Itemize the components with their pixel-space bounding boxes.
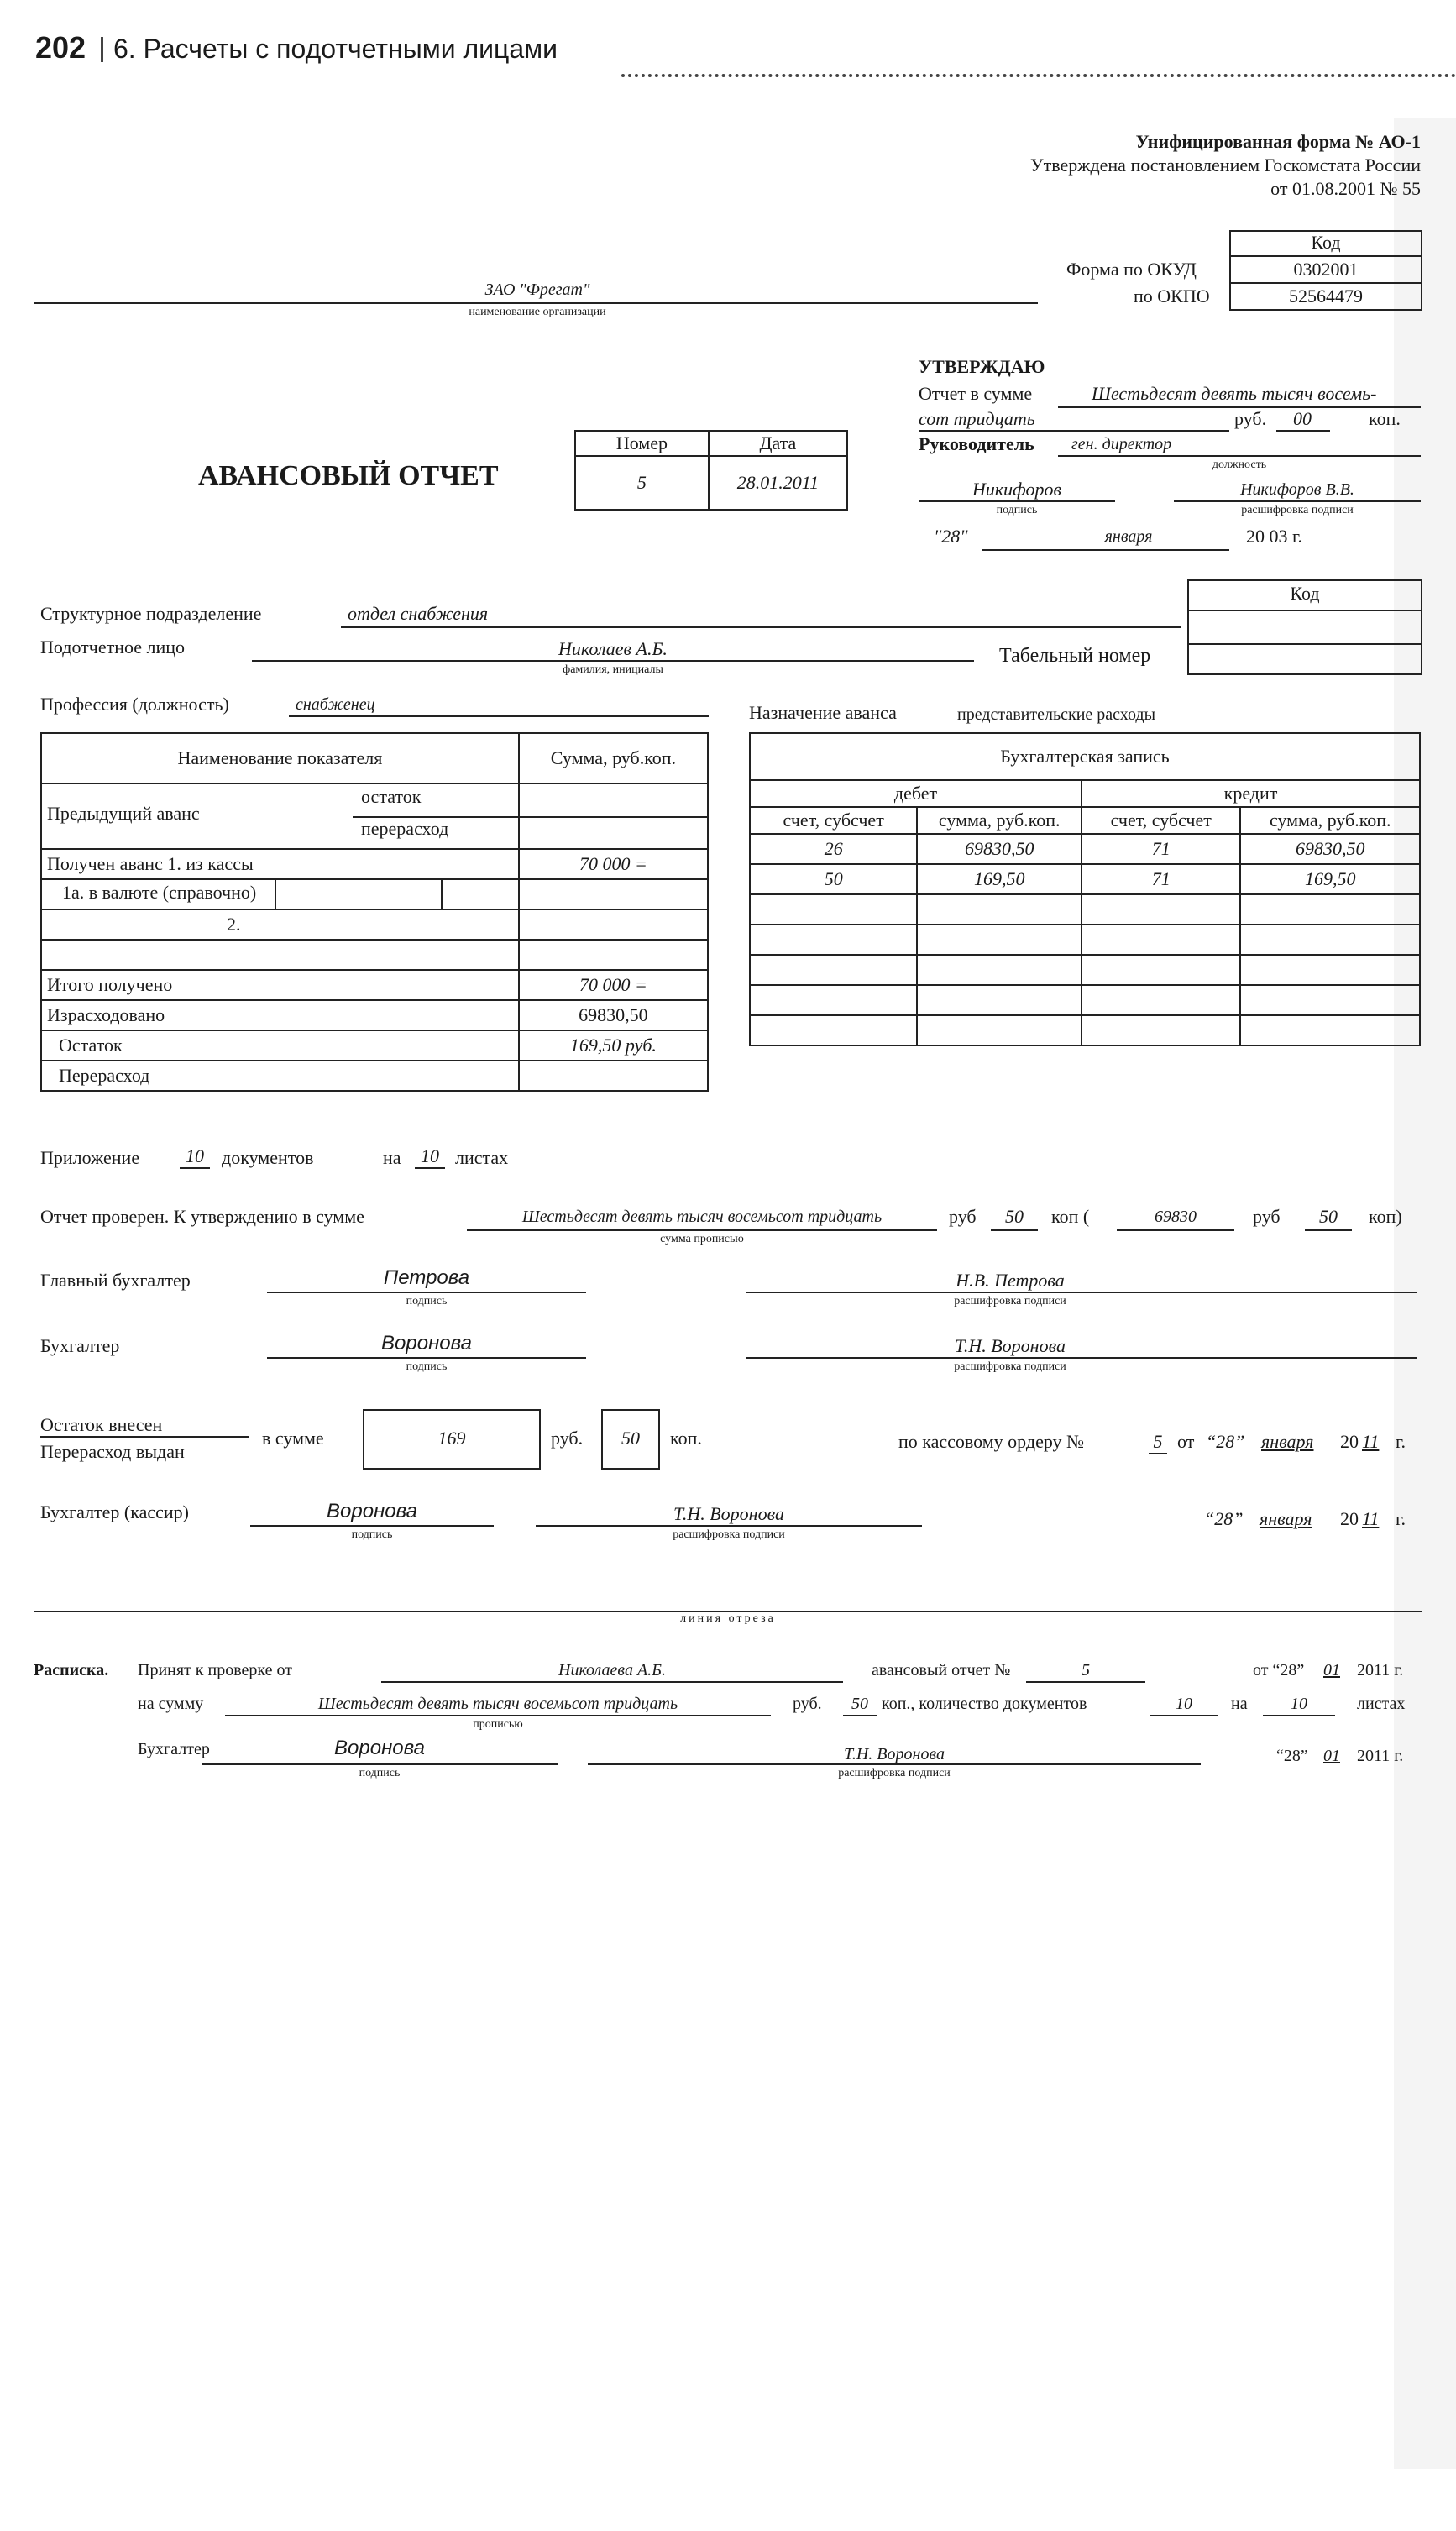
- organization-caption: наименование организации: [469, 306, 606, 318]
- left-row-total-received-sum: 70 000 =: [519, 970, 708, 1000]
- receipt-end-date-prefix: “28”: [1276, 1747, 1308, 1765]
- previous-advance-label: Предыдущий аванс: [47, 803, 200, 824]
- verified-num-rub: 69830: [1155, 1208, 1197, 1226]
- left-row-second-sum: [519, 909, 708, 940]
- receipt-kop: 50: [851, 1695, 868, 1713]
- verified-kop2: 50: [1319, 1206, 1338, 1227]
- left-row-remainder: Остаток: [41, 1030, 519, 1061]
- receipt-sheets-label: листах: [1357, 1695, 1406, 1713]
- cashier-label: Бухгалтер (кассир): [40, 1501, 189, 1522]
- cashier-year-prefix: 20: [1340, 1508, 1359, 1529]
- verified-kop-label: коп (: [1051, 1206, 1090, 1227]
- debit-header: дебет: [750, 780, 1082, 807]
- head-signature-rule: [919, 500, 1115, 502]
- left-row-currency: [41, 879, 519, 909]
- left-row-currency-sum: [519, 879, 708, 909]
- cash-order-day: “28”: [1206, 1431, 1245, 1452]
- attachment-docs-label: документов: [222, 1147, 314, 1168]
- accountant-decoding-rule: [746, 1357, 1417, 1359]
- person-label: Подотчетное лицо: [40, 637, 186, 658]
- accounting-title: Бухгалтерская запись: [750, 733, 1420, 780]
- receipt-end-date-month: 01: [1323, 1747, 1340, 1765]
- cash-order-month: января: [1261, 1431, 1314, 1452]
- cash-order-number-rule: [1149, 1453, 1167, 1454]
- division-label: Структурное подразделение: [40, 603, 262, 624]
- code-rule-2: [1229, 282, 1422, 284]
- approval-kop-rule: [1276, 430, 1330, 432]
- verified-num-rub-rule: [1117, 1229, 1234, 1231]
- left-row-previous-advance: [41, 783, 519, 849]
- receipt-from-rule: [381, 1681, 843, 1683]
- chief-accountant-signature: Петрова: [383, 1266, 470, 1289]
- entry-empty-row: [750, 1015, 1420, 1045]
- accountant-signature: Воронова: [381, 1332, 472, 1355]
- entry-2-credit-account: 71: [1082, 864, 1240, 894]
- cash-order-year-label: г.: [1396, 1431, 1406, 1452]
- organization-rule: [34, 302, 1038, 304]
- receipt-label: Расписка.: [34, 1661, 109, 1679]
- head-position-rule: [1058, 455, 1421, 457]
- receipt-sheets: 10: [1291, 1695, 1307, 1713]
- receipt-accountant-decoding-rule: [588, 1763, 1201, 1765]
- receipt-accepted-label: Принят к проверке от: [138, 1661, 292, 1679]
- receipt-accountant-label: Бухгалтер: [138, 1740, 210, 1758]
- entry-1-credit-account: 71: [1082, 834, 1240, 864]
- chief-accountant-decoding: Н.В. Петрова: [956, 1270, 1065, 1291]
- head-label: Руководитель: [919, 433, 1034, 454]
- person-caption: фамилия, инициалы: [563, 663, 663, 676]
- previous-advance-remainder: остаток: [361, 786, 422, 807]
- head-decoding: Никифоров В.В.: [1240, 480, 1354, 499]
- verified-kop: 50: [1005, 1206, 1024, 1227]
- left-row-blank: [41, 940, 519, 970]
- left-col-header-sum: Сумма, руб.коп.: [519, 733, 708, 783]
- accountant-signature-rule: [267, 1357, 586, 1359]
- profession-rule: [289, 715, 709, 717]
- receipt-kop-rule: [843, 1715, 877, 1716]
- receipt-docs-rule: [1150, 1715, 1218, 1716]
- accounting-entries-table: [749, 732, 1421, 1046]
- code-label: Код: [1311, 232, 1341, 253]
- okpo-label: по ОКПО: [1134, 286, 1210, 307]
- left-row-second: 2.: [41, 909, 519, 940]
- approval-year: 20 03 г.: [1246, 526, 1303, 547]
- report-date: 28.01.2011: [709, 456, 847, 510]
- receipt-report-no-label: авансовый отчет №: [872, 1661, 1011, 1679]
- cashier-signature-caption: подпись: [351, 1528, 393, 1541]
- report-title: АВАНСОВЫЙ ОТЧЕТ: [198, 460, 499, 491]
- receipt-sum-caption: прописью: [473, 1718, 523, 1731]
- entry-empty-row: [750, 985, 1420, 1015]
- report-number: 5: [575, 456, 709, 510]
- left-row-previous-advance-sum: [519, 783, 708, 849]
- head-position: ген. директор: [1071, 435, 1172, 453]
- receipt-rub-label: руб.: [793, 1695, 822, 1713]
- cashier-signature-rule: [250, 1525, 494, 1527]
- cash-order-label: по кассовому ордеру №: [898, 1431, 1085, 1452]
- overspend-issued-label: Перерасход выдан: [40, 1441, 185, 1462]
- left-row-blank-sum: [519, 940, 708, 970]
- receipt-accountant-signature-rule: [202, 1763, 558, 1765]
- entry-1-credit-sum: 69830,50: [1240, 834, 1420, 864]
- attachment-sheets: 10: [421, 1145, 439, 1166]
- accountant-label: Бухгалтер: [40, 1335, 120, 1356]
- receipt-date-year: 2011 г.: [1357, 1661, 1404, 1679]
- receipt-docs: 10: [1176, 1695, 1192, 1713]
- entry-empty-row: [750, 894, 1420, 925]
- cash-order-number: 5: [1153, 1431, 1163, 1452]
- position-caption: должность: [1212, 459, 1267, 471]
- chief-decoding-rule: [746, 1292, 1417, 1293]
- chief-accountant-label: Главный бухгалтер: [40, 1270, 191, 1291]
- approval-month-rule: [982, 549, 1229, 551]
- entry-empty-row: [750, 955, 1420, 985]
- currency-label: 1а. в валюте (справочно): [62, 882, 257, 904]
- profession-value: снабженец: [296, 695, 375, 714]
- verified-words: Шестьдесят девять тысяч восемьсот тридцать: [521, 1208, 883, 1226]
- okud-value: 0302001: [1293, 259, 1359, 280]
- receipt-report-no-rule: [1026, 1681, 1145, 1683]
- chief-signature-caption: подпись: [406, 1295, 448, 1307]
- verified-words-caption: сумма прописью: [660, 1233, 744, 1245]
- code-rule-1: [1229, 255, 1422, 257]
- remainder-kop-label: коп.: [670, 1428, 702, 1449]
- receipt-report-no: 5: [1082, 1661, 1090, 1679]
- remainder-in-sum-label: в сумме: [262, 1428, 324, 1449]
- attachment-on-label: на: [383, 1147, 401, 1168]
- approval-day: "28": [934, 526, 968, 547]
- receipt-accountant-decoding-caption: расшифровка подписи: [838, 1767, 951, 1779]
- cashier-month: января: [1260, 1508, 1312, 1529]
- head-decoding-rule: [1174, 500, 1421, 502]
- entry-1-debit-account: 26: [750, 834, 917, 864]
- header-separator: [101, 37, 103, 62]
- receipt-on-label: на: [1231, 1695, 1248, 1713]
- entry-empty-row: [750, 925, 1420, 955]
- okud-label: Форма по ОКУД: [1066, 259, 1197, 280]
- accountant-signature-caption: подпись: [406, 1360, 448, 1373]
- verified-rub-label: руб: [949, 1206, 977, 1227]
- date-label: Дата: [709, 431, 847, 456]
- cashier-signature: Воронова: [327, 1500, 417, 1522]
- credit-header: кредит: [1082, 780, 1420, 807]
- receipt-date-month: 01: [1323, 1661, 1340, 1679]
- head-decoding-caption: расшифровка подписи: [1241, 504, 1354, 516]
- approval-sum-words-1: Шестьдесят девять тысяч восемь-: [1092, 383, 1377, 404]
- verified-label: Отчет проверен. К утверждению в сумме: [40, 1206, 364, 1227]
- tab-number-label: Табельный номер: [999, 645, 1151, 667]
- division-rule: [341, 626, 1181, 628]
- advance-indicators-table: [40, 732, 709, 1092]
- chief-decoding-caption: расшифровка подписи: [954, 1295, 1066, 1307]
- cash-order-year-suffix: 11: [1362, 1431, 1380, 1452]
- left-row-spent-sum: 69830,50: [519, 1000, 708, 1030]
- chief-signature-rule: [267, 1292, 586, 1293]
- debit-sum-header: сумма, руб.коп.: [917, 807, 1082, 834]
- receipt-from-name: Николаева А.Б.: [558, 1661, 666, 1679]
- previous-advance-overspend: перерасход: [361, 818, 449, 839]
- head-signature: Никифоров: [972, 479, 1062, 500]
- left-row-overspend: Перерасход: [41, 1061, 519, 1091]
- receipt-end-date-year: 2011 г.: [1357, 1747, 1404, 1765]
- tab-code-label: Код: [1290, 583, 1320, 604]
- number-label: Номер: [575, 431, 709, 456]
- remainder-deposited-label: Остаток внесен: [40, 1414, 163, 1435]
- cashier-decoding-caption: расшифровка подписи: [673, 1528, 785, 1541]
- organization-name: ЗАО "Фрегат": [484, 280, 590, 299]
- accountant-decoding-caption: расшифровка подписи: [954, 1360, 1066, 1373]
- approval-rub-label: руб.: [1234, 408, 1267, 429]
- verified-kop2-label: коп): [1369, 1206, 1402, 1227]
- entry-2-credit-sum: 169,50: [1240, 864, 1420, 894]
- entry-2-debit-sum: 169,50: [917, 864, 1082, 894]
- division-value: отдел снабжения: [348, 603, 489, 624]
- approval-kop-label: коп.: [1369, 408, 1401, 429]
- debit-account-header: счет, субсчет: [750, 807, 917, 834]
- receipt-accountant-signature-caption: подпись: [359, 1767, 401, 1779]
- cashier-day: “28”: [1204, 1508, 1244, 1529]
- left-row-remainder-sum: 169,50 руб.: [519, 1030, 708, 1061]
- attachment-label: Приложение: [40, 1147, 140, 1168]
- cashier-decoding: Т.Н. Воронова: [673, 1503, 784, 1524]
- tab-code-rule: [1187, 610, 1422, 611]
- receipt-accountant-decoding: Т.Н. Воронова: [844, 1745, 945, 1763]
- approval-title: УТВЕРЖДАЮ: [919, 356, 1045, 377]
- profession-label: Профессия (должность): [40, 694, 229, 715]
- credit-sum-header: сумма, руб.коп.: [1240, 807, 1420, 834]
- person-name: Николаев А.Б.: [558, 638, 668, 659]
- verified-kop-rule: [991, 1229, 1038, 1231]
- left-row-total-received: Итого получено: [41, 970, 519, 1000]
- left-row-spent: Израсходовано: [41, 1000, 519, 1030]
- page-number: 202: [35, 30, 86, 65]
- header-rule: [621, 74, 1456, 77]
- approval-kop-value: 00: [1293, 408, 1312, 429]
- purpose-label: Назначение аванса: [749, 702, 897, 723]
- report-number-date-table: [574, 430, 848, 511]
- receipt-date-prefix: от “28”: [1253, 1661, 1305, 1679]
- attachment-sheets-rule: [415, 1167, 445, 1169]
- okpo-value: 52564479: [1289, 286, 1363, 307]
- receipt-sum-rule: [225, 1715, 771, 1716]
- remainder-rub-label: руб.: [551, 1428, 584, 1449]
- cut-line-label: линия отреза: [680, 1612, 776, 1625]
- cashier-year-label: г.: [1396, 1508, 1406, 1529]
- verified-words-rule: [467, 1229, 937, 1231]
- credit-account-header: счет, субсчет: [1082, 807, 1240, 834]
- attachment-sheets-label: листах: [455, 1147, 509, 1168]
- remainder-kop-value: 50: [621, 1428, 640, 1449]
- accountant-decoding: Т.Н. Воронова: [955, 1335, 1066, 1356]
- left-col-header-name: Наименование показателя: [41, 733, 519, 783]
- cash-order-year-prefix: 20: [1340, 1431, 1359, 1452]
- approval-month: января: [1104, 527, 1153, 546]
- approval-sum-words-2: сот тридцать: [919, 408, 1035, 429]
- approved-line-1: Утверждена постановлением Госкомстата России: [1030, 155, 1421, 176]
- receipt-accountant-signature: Воронова: [334, 1737, 425, 1759]
- remainder-rub-value: 169: [437, 1428, 466, 1449]
- purpose-value: представительские расходы: [957, 705, 1156, 724]
- approved-line-2: от 01.08.2001 № 55: [1270, 178, 1421, 199]
- chapter-title: 6. Расчеты с подотчетными лицами: [113, 34, 558, 64]
- person-rule: [252, 660, 974, 662]
- attachment-docs: 10: [186, 1145, 204, 1166]
- cash-order-from: от: [1177, 1431, 1195, 1452]
- verified-rub2-label: руб: [1253, 1206, 1281, 1227]
- entry-1-debit-sum: 69830,50: [917, 834, 1082, 864]
- entry-2-debit-account: 50: [750, 864, 917, 894]
- left-row-received: Получен аванс 1. из кассы: [41, 849, 519, 879]
- verified-kop2-rule: [1305, 1229, 1352, 1231]
- left-row-overspend-sum: [519, 1061, 708, 1091]
- receipt-sum-words: Шестьдесят девять тысяч восемьсот тридцать: [317, 1695, 678, 1713]
- report-sum-label: Отчет в сумме: [919, 383, 1033, 404]
- approval-sum-rule-2: [919, 430, 1229, 432]
- receipt-sum-label: на сумму: [138, 1695, 204, 1713]
- left-row-received-sum: 70 000 =: [519, 849, 708, 879]
- tab-code-rule-2: [1187, 643, 1422, 645]
- attachment-docs-rule: [180, 1167, 210, 1169]
- cashier-decoding-rule: [536, 1525, 922, 1527]
- receipt-kop-label: коп., количество документов: [882, 1695, 1087, 1713]
- receipt-sheets-rule: [1263, 1715, 1335, 1716]
- head-signature-caption: подпись: [996, 504, 1038, 516]
- unified-form-label: Унифицированная форма № АО-1: [1135, 131, 1421, 152]
- cashier-year-suffix: 11: [1362, 1508, 1380, 1529]
- remainder-deposited-rule: [40, 1436, 249, 1438]
